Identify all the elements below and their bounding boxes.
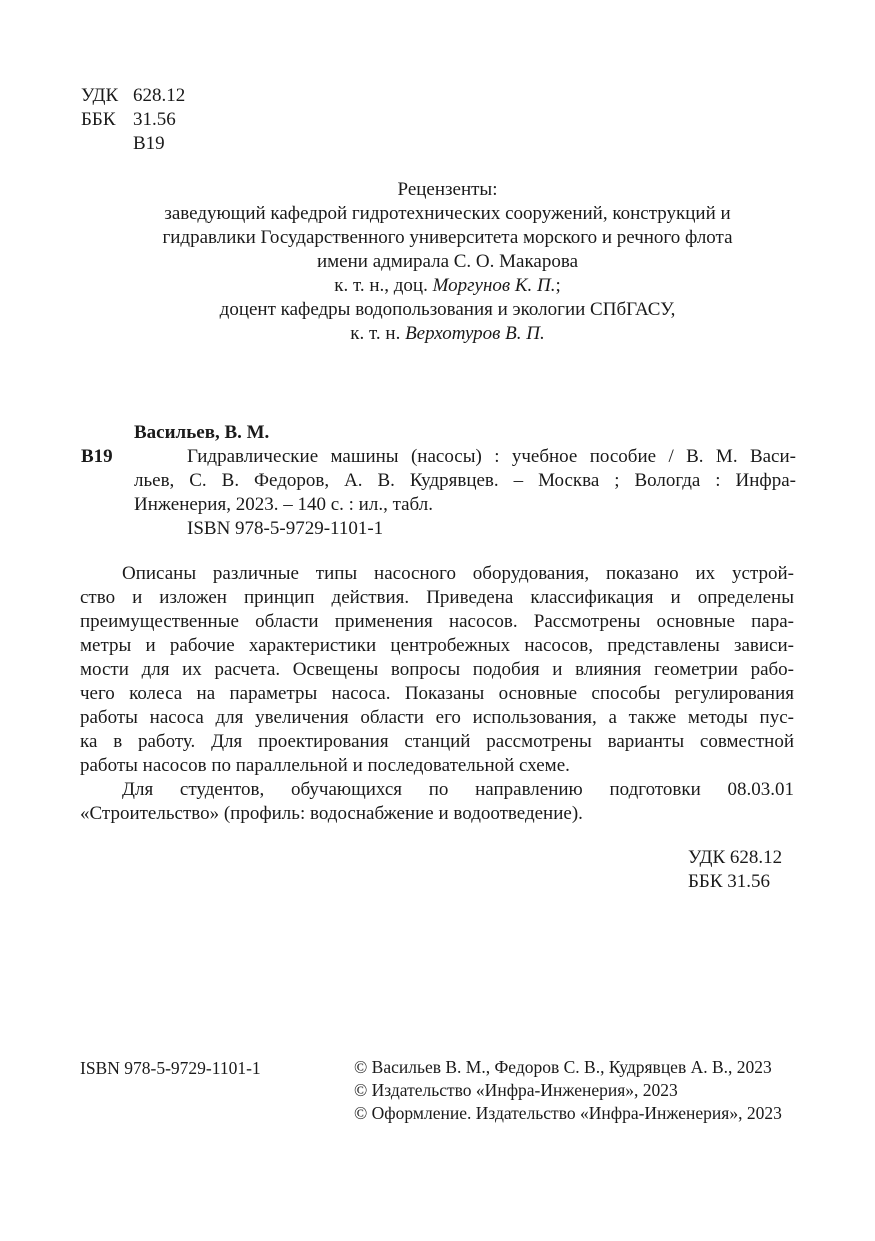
annotation-line: ство и изложен принцип действия. Приведена классификация и определены bbox=[80, 587, 794, 608]
card-description bbox=[134, 445, 796, 541]
author-mark-row bbox=[81, 132, 185, 156]
reviewer2-degree: к. т. н. bbox=[350, 323, 406, 344]
annotation-line: ка в работу. Для проектирования станций рассмотрены варианты совместной bbox=[80, 731, 794, 752]
copyright-line: © Васильев В. М., Федоров С. В., Кудрявцев А. В., 2023 bbox=[354, 1057, 772, 1077]
card-isbn: ISBN 978-5-9729-1101-1 bbox=[187, 518, 384, 539]
audience-line: «Строительство» (профиль: водоснабжение и водоотведение). bbox=[80, 803, 583, 824]
copyright-line: © Оформление. Издательство «Инфра-Инженерия», 2023 bbox=[354, 1103, 782, 1123]
annotation-line: работы насоса для увеличения области его использования, а также методы пус- bbox=[80, 707, 794, 728]
reviewer1-end: ; bbox=[555, 275, 561, 296]
annotation-line: чего колеса на параметры насоса. Показаны основные способы регулирования bbox=[80, 683, 794, 704]
udk-value: 628.12 bbox=[133, 85, 186, 106]
reviewer1-credentials bbox=[80, 274, 815, 298]
annotation-line: преимущественные области применения насосов. Рассмотрены основные пара- bbox=[80, 611, 794, 632]
card-line-3: Инженерия, 2023. – 140 с. : ил., табл. bbox=[134, 494, 433, 515]
udk-label: УДК bbox=[81, 85, 119, 106]
bbk-row bbox=[81, 108, 185, 132]
annotation-line: Описаны различные типы насосного оборудования, показано их устрой- bbox=[122, 563, 794, 584]
reviewers-heading: Рецензенты: bbox=[397, 179, 498, 200]
annotation-block bbox=[80, 562, 794, 826]
footer-isbn: ISBN 978-5-9729-1101-1 bbox=[80, 1058, 261, 1078]
reviewer2-line: доцент кафедры водопользования и экологии СПбГАСУ, bbox=[219, 299, 676, 320]
author-mark: В19 bbox=[133, 133, 165, 154]
udk-code-right: УДК 628.12 bbox=[688, 847, 783, 868]
udk-row bbox=[81, 84, 185, 108]
bbk-label: ББК bbox=[81, 109, 116, 130]
audience-line: Для студентов, обучающихся по направлению подготовки 08.03.01 bbox=[122, 779, 794, 800]
card-author: Васильев, В. М. bbox=[134, 422, 270, 443]
codes-right-block bbox=[688, 846, 782, 894]
annotation-line: работы насосов по параллельной и последовательной схеме. bbox=[80, 755, 570, 776]
reviewer1-line: заведующий кафедрой гидротехнических сооружений, конструкций и bbox=[164, 203, 731, 224]
classification-block bbox=[81, 84, 185, 156]
reviewer1-name: Моргунов К. П. bbox=[432, 275, 556, 296]
reviewer2-name: Верхотуров В. П. bbox=[405, 323, 545, 344]
card-line-2: льев, С. В. Федоров, А. В. Кудрявцев. – Москва ; Вологда : Инфра- bbox=[134, 470, 796, 491]
card-code: В19 bbox=[81, 446, 113, 467]
reviewer1-line: имени адмирала С. О. Макарова bbox=[316, 251, 579, 272]
annotation-line: метры и рабочие характеристики центробежных насосов, представлены зависи- bbox=[80, 635, 794, 656]
reviewer2-credentials bbox=[80, 322, 815, 346]
bbk-code-right: ББК 31.56 bbox=[688, 871, 770, 892]
reviewer1-degree: к. т. н., доц. bbox=[334, 275, 433, 296]
reviewers-block bbox=[80, 178, 815, 346]
bbk-value: 31.56 bbox=[133, 109, 176, 130]
copyright-block bbox=[354, 1056, 782, 1125]
copyright-line: © Издательство «Инфра-Инженерия», 2023 bbox=[354, 1080, 678, 1100]
annotation-line: мости для их расчета. Освещены вопросы подобия и влияния геометрии рабо- bbox=[80, 659, 794, 680]
card-line-1: Гидравлические машины (насосы) : учебное пособие / В. М. Васи- bbox=[187, 446, 796, 467]
reviewer1-line: гидравлики Государственного университета морского и речного флота bbox=[162, 227, 733, 248]
